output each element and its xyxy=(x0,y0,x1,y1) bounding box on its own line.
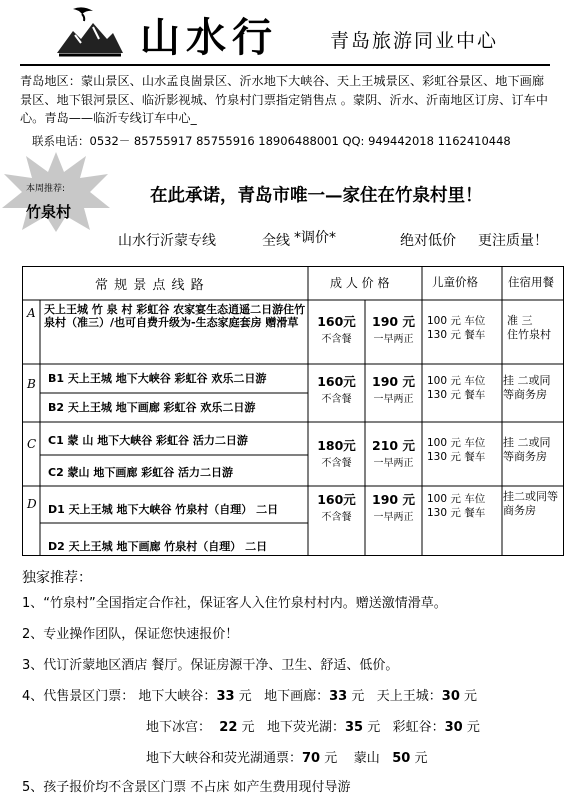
stay-b: 挂 二或同 等商务房 xyxy=(503,374,551,401)
intro-text: 青岛地区：蒙山景区、山水孟良崮景区、沂水地下大峡谷、天上王城景区、彩虹谷景区、地下画廊景区、地下银河景区、临沂影视城、竹泉村门票指定销售点 。蒙阴、沂水、沂南地区订房、订车中心。青岛——临沂专线订车中心_ xyxy=(20,74,548,125)
group-label-a: A xyxy=(27,306,36,320)
child-price-b: 100 元 车位 130 元 餐车 xyxy=(427,375,486,401)
child-price-d: 100 元 车位 130 元 餐车 xyxy=(427,493,486,519)
low-price: 绝对低价 xyxy=(400,233,456,249)
exclusive-item-1: 1、“竹泉村”全国指定合作社，保证客人入住竹泉村村内。赠送激情滑草。 xyxy=(22,596,447,611)
child-price-c: 100 元 车位 130 元 餐车 xyxy=(427,437,486,463)
route-d1: D1 天上王城 地下大峡谷 竹泉村（自理） 二日 xyxy=(48,503,279,516)
price-no-meal-b: 160元 不含餐 xyxy=(317,374,356,405)
line-all: 全线 xyxy=(262,233,290,249)
stay-d: 挂二或同等 商务房 xyxy=(503,490,558,517)
child-price-a: 100 元 车位 130 元 餐车 xyxy=(427,315,486,341)
ticket-3: 天上王城：30 元 xyxy=(376,689,478,704)
price-meal-a: 190 元 一早两正 xyxy=(372,314,415,345)
ticket-5: 地下荧光湖：35 元 xyxy=(266,720,381,735)
week-recommend-label: 本周推荐: xyxy=(26,184,66,194)
group-label-c: C xyxy=(27,437,37,451)
group-label-d: D xyxy=(27,497,37,511)
route-b2: B2 天上王城 地下画廊 彩虹谷 欢乐二日游 xyxy=(48,401,256,414)
price-meal-c: 210 元 一早两正 xyxy=(372,438,415,469)
route-b1: B1 天上王城 地下大峡谷 彩虹谷 欢乐二日游 xyxy=(48,372,267,385)
mountain-bird-logo-icon xyxy=(55,5,125,57)
price-adjust: *调价* xyxy=(294,230,336,246)
exclusive-item-4: 4、代售景区门票： 地下大峡谷：33 元 地下画廊：33 元 天上王城：30 元 xyxy=(22,689,478,704)
group-label-b: B xyxy=(27,377,36,391)
header-stay: 住宿用餐 xyxy=(508,275,554,289)
contact-line: 联系电话：0532－ 85755917 85755916 18906488001 QQ: 949442018 1162410448 xyxy=(32,134,511,148)
header-child-price: 儿童价格 xyxy=(432,275,478,289)
stay-a: 准 三 住竹泉村 xyxy=(507,314,551,341)
ticket-row-3 xyxy=(146,747,427,766)
ticket-2: 地下画廊：33 元 xyxy=(264,689,365,704)
ticket-8: 蒙山 50 元 xyxy=(353,751,428,766)
ticket-4: 地下冰宫： 22 元 xyxy=(146,720,255,735)
price-no-meal-d: 160元 不含餐 xyxy=(317,492,356,523)
route-d2: D2 天上王城 地下画廊 竹泉村（自理） 二日 xyxy=(48,540,268,553)
stay-c: 挂 二或同 等商务房 xyxy=(503,436,551,463)
week-recommend-value: 竹泉村 xyxy=(26,203,72,221)
price-no-meal-a: 160元 不含餐 xyxy=(317,314,356,345)
line-name: 山水行沂蒙专线 xyxy=(118,233,216,249)
price-meal-d: 190 元 一早两正 xyxy=(372,492,415,523)
header-divider xyxy=(20,64,550,66)
exclusive-item-2: 2、专业操作团队，保证您快速报价！ xyxy=(22,627,239,642)
ticket-6: 彩虹谷：30 元 xyxy=(392,720,480,735)
header-adult-price: 成 人 价 格 xyxy=(330,276,390,290)
price-meal-b: 190 元 一早两正 xyxy=(372,374,415,405)
brand-name: 山水行 xyxy=(140,14,278,61)
ticket-7: 地下大峡谷和荧光湖通票：70 元 xyxy=(146,751,338,766)
ticket-1: 地下大峡谷：33 元 xyxy=(138,689,252,704)
exclusive-title: 独家推荐： xyxy=(22,570,92,586)
route-c1: C1 蒙 山 地下大峡谷 彩虹谷 活力二日游 xyxy=(48,434,248,447)
route-a: 天上王城 竹 泉 村 彩虹谷 农家宴生态逍遥二日游住竹泉村（准三）/也可自费升级为-生态家庭套房 赠滑草 xyxy=(44,303,306,329)
promise-headline: 在此承诺，青岛市唯一—家住在竹泉村里！ xyxy=(150,186,483,206)
route-c2: C2 蒙山 地下画廊 彩虹谷 活力二日游 xyxy=(48,466,234,479)
exclusive-item-5: 5、孩子报价均不含景区门票 不占床 如产生费用现付导游 xyxy=(22,780,351,795)
header-routes: 常 规 景 点 线 路 xyxy=(95,278,205,293)
tagline: 青岛旅游同业中心 xyxy=(330,30,499,52)
better-quality: 更注质量！ xyxy=(478,233,548,249)
price-no-meal-c: 180元 不含餐 xyxy=(317,438,356,469)
exclusive-item-3: 3、代订沂蒙地区酒店 餐厅。保证房源干净、卫生、舒适、低价。 xyxy=(22,658,399,673)
ticket-row-2 xyxy=(146,716,480,735)
